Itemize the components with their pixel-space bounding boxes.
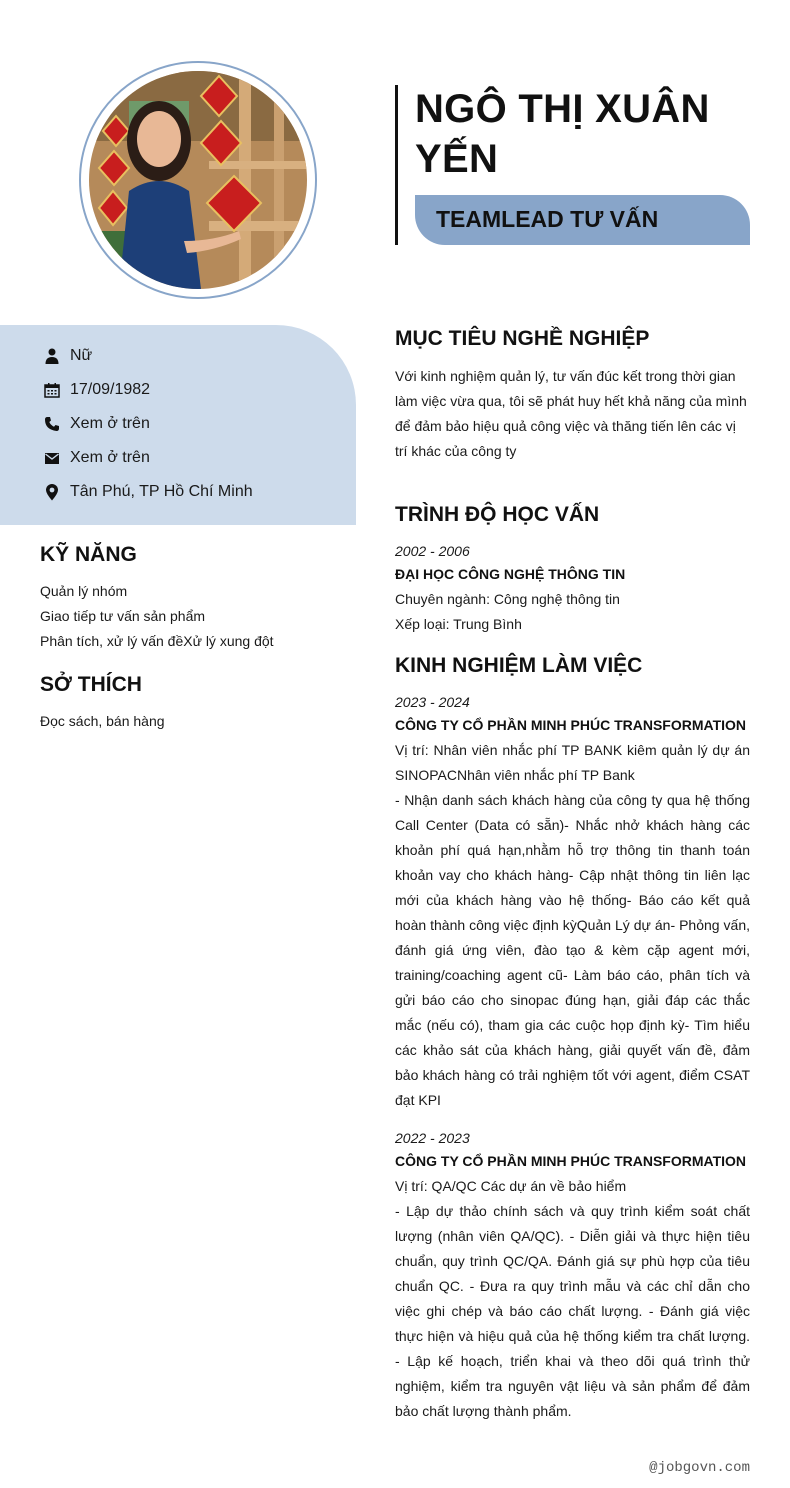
watermark: @jobgovn.com <box>649 1460 750 1476</box>
calendar-icon <box>42 380 62 400</box>
skills-heading: KỸ NĂNG <box>40 543 137 566</box>
contact-gender-value: Nữ <box>70 347 93 364</box>
contact-email <box>42 446 150 470</box>
education-heading: TRÌNH ĐỘ HỌC VẤN <box>395 503 600 526</box>
experience-entry <box>395 691 750 1113</box>
objective-text: Với kinh nghiệm quản lý, tư vấn đúc kết trong thời gian làm việc vừa qua, tôi sẽ phát huy hết khả năng của mình để đảm bảo hiệu quả công việc và thăng tiến lên các vị trí khác của công ty <box>395 368 747 459</box>
experience-period: 2022 - 2023 <box>395 1130 470 1146</box>
objective-heading: MỤC TIÊU NGHỀ NGHIỆP <box>395 327 650 350</box>
experience-description: - Nhận danh sách khách hàng của công ty qua hệ thống Call Center (Data có sẵn)- Nhắc nhở khách hàng các khoản phí quá hạn,nhằm hỗ trợ thông tin thanh toán khoản vay cho khách hàng- Cập nhật thông tin liên lạc mới của khách hàng vào hệ thống- Báo cáo kết quả hoàn thành công việc định kỳQuản Lý dự án- Phỏng vấn, đánh giá ứng viên, đào tạo & kèm cặp agent mới, training/coaching agent cũ- Làm báo cáo, phân tích và gửi báo cáo cho sinopac đúng hạn, giải đáp các thắc mắc (nếu có), tham gia các cuộc họp định kỳ- Tìm hiểu các khảo sát của khách hàng, giải quyết vấn đề, đảm bảo khách hàng có trải nghiệm tốt với agent, điểm CSAT đạt KPI <box>395 792 750 1108</box>
experience-heading: KINH NGHIỆM LÀM VIỆC <box>395 654 643 677</box>
objective-section <box>395 364 750 464</box>
person-icon <box>42 346 62 366</box>
experience-position: Vị trí: Nhân viên nhắc phí TP BANK kiêm quản lý dự án SINOPACNhân viên nhắc phí TP Bank <box>395 742 750 783</box>
skill-item: Quản lý nhóm <box>40 583 128 599</box>
name-accent-bar <box>395 85 398 245</box>
contact-phone <box>42 412 150 436</box>
job-title: TEAMLEAD TƯ VẤN <box>436 206 659 232</box>
profile-photo-image <box>89 71 307 289</box>
job-title-badge <box>415 195 750 245</box>
education-school: ĐẠI HỌC CÔNG NGHỆ THÔNG TIN <box>395 566 626 582</box>
skill-item: Phân tích, xử lý vấn đềXử lý xung đột <box>40 633 274 649</box>
education-entry <box>395 540 750 637</box>
education-period: 2002 - 2006 <box>395 543 470 559</box>
email-icon <box>42 448 62 468</box>
contact-birthday-value: 17/09/1982 <box>70 381 151 398</box>
phone-icon <box>42 414 62 434</box>
experience-company: CÔNG TY CỔ PHẦN MINH PHÚC TRANSFORMATION <box>395 717 747 733</box>
education-grade: Xếp loại: Trung Bình <box>395 616 522 632</box>
experience-company: CÔNG TY CỔ PHẦN MINH PHÚC TRANSFORMATION <box>395 1153 747 1169</box>
contact-address <box>42 480 253 504</box>
experience-entry <box>395 1127 750 1424</box>
skill-item: Giao tiếp tư vấn sản phẩm <box>40 608 206 624</box>
hobbies-heading: SỞ THÍCH <box>40 673 142 696</box>
candidate-name: NGÔ THỊ XUÂN YẾN <box>415 87 710 181</box>
contact-birthday <box>42 378 150 402</box>
experience-period: 2023 - 2024 <box>395 694 470 710</box>
location-pin-icon <box>42 482 62 502</box>
contact-gender <box>42 344 92 368</box>
profile-photo <box>89 71 307 289</box>
experience-position: Vị trí: QA/QC Các dự án về bảo hiểm <box>395 1178 627 1194</box>
contact-address-value: Tân Phú, TP Hồ Chí Minh <box>70 483 253 500</box>
education-major: Chuyên ngành: Công nghệ thông tin <box>395 591 620 607</box>
experience-description: - Lập dự thảo chính sách và quy trình kiểm soát chất lượng (nhân viên QA/QC). - Diễn giải và thực hiện tiêu chuẩn, quy trình QC/QA. Đánh giá sự phù hợp của tiêu chuẩn QC. - Đưa ra quy trình mẫu và các chỉ dẫn cho việc ghi chép và báo cáo chất lượng. - Đánh giá việc thực hiện và hiệu quả của hệ thống kiểm tra chất lượng. - Lập kế hoạch, triển khai và theo dõi quá trình thử nghiệm, kiểm tra nguyên vật liệu và sản phẩm để đảm bảo chất lượng thành phẩm. <box>395 1203 750 1419</box>
contact-email-value: Xem ở trên <box>70 449 150 466</box>
contact-phone-value: Xem ở trên <box>70 415 150 432</box>
hobby-item: Đọc sách, bán hàng <box>40 713 165 729</box>
